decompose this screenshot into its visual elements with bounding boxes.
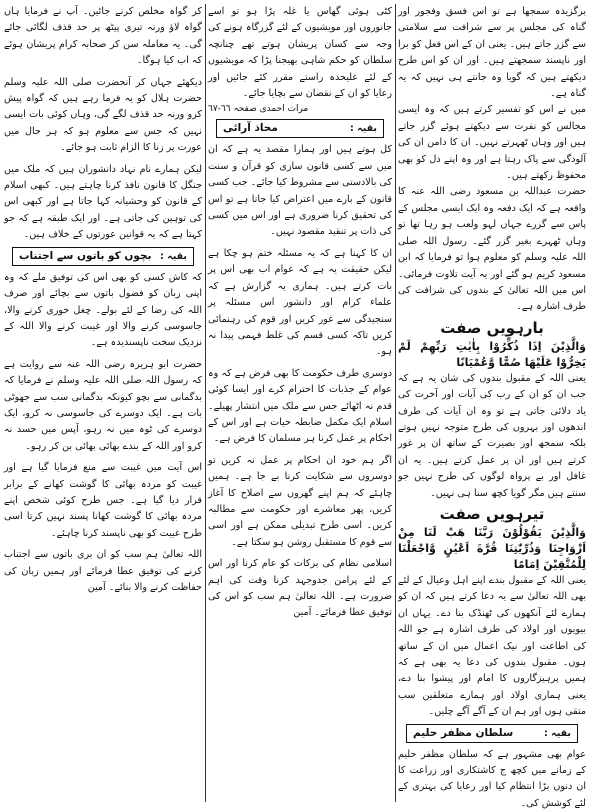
box-label: بقیہ :: [160, 250, 187, 262]
paragraph: یعنی اللہ کے مقبول بندے اپنے اہل وعیال کے لئے بھی اللہ تعالیٰ سے یہ دعا کرتے ہیں کہ ان کو ہمارے لئے آنکھوں کی ٹھنڈک بنا دے۔ یہاں ان بیویوں اور اولاد کی طرف اشارہ ہے جو اللہ کی اطاعت اور نیک اعمال میں ان کے ساتھ ہوں۔ مقبول بندوں کی دعا یہ بھی ہے کہ ہمیں پرہیزگاروں کا امام اور پیشوا بنا دے، یعنی ہماری اولاد اور ہمارے متعلقین سب متقی ہوں اور ہم ان کے آگے آگے چلیں۔: [398, 574, 586, 718]
column-divider-left: [205, 4, 206, 802]
paragraph: حضرت ابو ہریرہ رضی اللہ عنہ سے روایت ہے کہ رسول اللہ صلی اللہ علیہ وسلم نے فرمایا کہ بدگمانی سے بچو کیونکہ بدگمانی سب سے جھوٹی بات ہے۔ ایک دوسرے کی جاسوسی نہ کرو، ایک دوسرے کی ٹوہ میں نہ رہو، آپس میں حسد نہ کرو اور اللہ کے بندے بھائی بھائی بن کر رہو۔: [4, 358, 202, 452]
paragraph: اس آیت میں غیبت سے منع فرمایا گیا ہے اور غیبت کو مردہ بھائی کا گوشت کھانے کے برابر قرار دیا گیا ہے۔ جس طرح کوئی شخص اپنے مردہ بھائی کا گوشت کھانا پسند نہیں کرتا اسی طرح غیبت کو بھی ناپسند کرنا چاہئے۔: [4, 462, 202, 539]
paragraph: دوسری طرف حکومت کا بھی فرض ہے کہ وہ عوام کے جذبات کا احترام کرے اور ایسا کوئی قدم نہ اٹھائے جس سے ملک میں انتشار پھیلے۔ اسلام ایک مکمل ضابطہ حیات ہے اور اس کے احکام پر عمل کرنا ہر مسلمان کا فرض ہے۔: [208, 367, 392, 445]
box-title: محاذ آرائی: [223, 122, 278, 135]
column-middle: [208, 4, 392, 802]
box-title: سلطان مظفر حلیم: [413, 726, 514, 739]
paragraph: عوام بھی مشہور ہے کہ سلطان مظفر حلیم کے زمانے میں کچھ ج کاشتکاری اور زراعت کا ان دنوں بڑا انتظام کیا اور رعایا کی بہتری کے لئے کوشش کی۔: [398, 748, 586, 809]
column-right: [398, 4, 586, 809]
paragraph: یعنی اللہ کے مقبول بندوں کی شان یہ ہے کہ جب ان کو ان کے رب کی آیات اور آخرت کی یاد دلائی جاتی ہے تو وہ ان آیات کی طرف اندھوں اور بہروں کی طرح متوجہ نہیں ہوتے بلکہ سمجھ اور بصیرت کے ساتھ ان پر غور کرتے ہیں اور ان پر عمل کرتے ہیں۔ یہ ان غافل اور بے پرواہ لوگوں کی طرح نہیں جو سنتے ہیں مگر گویا کچھ سنا ہی نہیں۔: [398, 372, 586, 499]
paragraph: میں نے اس کو تفسیر کرتے ہیں کہ وہ ایسی مجالس کو نفرت سے دیکھتے ہوئے گزر جاتے ہیں اور وہاں ٹھہرتے نہیں۔ ان کا دامن ان کی آلودگی سے پاک رہتا ہے اور وہ اپنے دل کو بھی محفوظ رکھتے ہیں۔: [398, 104, 586, 182]
box-label: بقیہ :: [544, 727, 571, 739]
section-heading-12: بارہویں صفت: [440, 318, 544, 337]
paragraph: حضرت عبداللہ بن مسعود رضی اللہ عنہ کا واقعہ ہے کہ ایک دفعہ وہ ایک ایسی مجلس کے پاس سے گزرے جہاں لہو ولعب ہو رہا تھا تو وہاں ٹھہرے بغیر گزر گئے۔ رسول اللہ صلی اللہ علیہ وسلم کو معلوم ہوا تو فرمایا کہ ابن مسعود کریم ہو گئے اور یہ آیت تلاوت فرمائی۔ اس میں اللہ تعالیٰ کے بندوں کی شرافت کی طرف اشارہ ہے۔: [398, 186, 586, 313]
paragraph: کل ہوتے ہیں اور ہمارا مقصد یہ ہے کہ ان میں سے کسی قانون سازی کو قرآن و سنت کی بالادستی سے مشروط کیا جائے۔ جب کسی قانون کے بارے میں اعتراض کیا جاتا ہے تو اس کی تحقیق کرنا ضروری ہے اور اس میں کسی کی ذات پر تنقید مقصود نہیں۔: [208, 144, 392, 238]
continuation-box: [216, 119, 384, 138]
paragraph: اگر ہم خود ان احکام پر عمل نہ کریں تو دوسروں سے شکایت کرنا بے جا ہے۔ ہمیں چاہئے کہ ہم اپنے گھروں سے اصلاح کا آغاز کریں، پھر معاشرے اور حکومت سے مطالبہ کریں۔ اسی طرح تبدیلی ممکن ہے اور اسی سے قوم کا مستقبل روشن ہو سکتا ہے۔: [208, 454, 392, 548]
paragraph: دیکھئے جہاں کر آنحضرت صلی اللہ علیہ وسلم حضرت ہلال کو یہ فرما رہے ہیں کہ گواہ پیش کرو ورنہ حد قذف لگے گی، وہاں کوئی بات ایسی نہیں کہ جس سے معلوم ہو کہ ہر حال میں عورت پر زنا کا الزام ثابت ہو جائے۔: [4, 76, 202, 154]
paragraph: برگزیدہ سمجھا ہے تو اس فسق وفجور اور گناہ کی مجلس پر سے شرافت سے سلامتی سے گزر جاتے ہیں۔ یعنی ان کے اس فعل کو برا اور ناپسند سمجھتے ہیں۔ اور ان کو اس طرح دیکھتے ہیں کہ گویا وہ جانتے ہی نہیں کہ یہ گناہ ہے۔: [398, 6, 586, 100]
quran-verse: وَالَّذِيْنَ اِذَا ذُكِّرُوْا بِاٰيٰتِ رَبِّهِمْ لَمْ يَخِرُّوْا عَلَيْهَا صُمًّا وَّعُمْيَانًا: [398, 339, 586, 369]
paragraph: اللہ تعالیٰ ہم سب کو ان بری باتوں سے اجتناب کرنے کی توفیق عطا فرمائے اور ہمیں زبان کی حفاظت کرنے والا بنائے۔ آمین: [4, 549, 202, 593]
paragraph: کٹی ہوئی گھاس یا غلہ پڑا ہو تو اسے جانوروں اور مویشیوں کے لئے گزرگاہ ہونے کی وجہ سے کسان پریشان ہوتے تھے چنانچہ سلطان کو حکم شاہی بھیجنا پڑا کہ مویشیوں کے لئے علیحدہ راستے مقرر کئے جائیں اور رعایا کو ان کے نقصان سے بچایا جائے۔: [208, 6, 392, 100]
paragraph: اسلامی نظام کی برکات کو عام کرنا اور اس کے لئے پرامن جدوجہد کرنا وقت کی اہم ضرورت ہے۔ اللہ تعالیٰ ہم سب کو اس کی توفیق عطا فرمائے۔ آمین: [208, 558, 392, 619]
continuation-box: [12, 247, 194, 266]
quran-verse: وَالَّذِيْنَ يَقُوْلُوْنَ رَبَّنَا هَبْ لَنَا مِنْ اَزْوَاجِنَا وَذُرِّيّٰتِنَا قُرَّةَ اَعْيُنٍ وَّاجْعَلْنَا لِلْمُتَّقِيْنَ اِمَامًا: [398, 525, 586, 571]
continuation-box: [406, 724, 578, 743]
paragraph: کہ کاش کسی کو بھی اس کی توفیق ملے کہ وہ اپنی زبان کو فضول باتوں سے بچائے اور صرف اللہ کی رضا کے لئے بولے۔ چغل خوری کرنے والا، جاسوسی کرنے والا اور غیبت کرنے والا اللہ کے نزدیک سخت ناپسندیدہ ہے۔: [4, 271, 202, 349]
paragraph: لیکن ہمارے نام نہاد دانشوران ہیں کہ ملک میں جنگل کا قانون نافذ کرنا چاہتے ہیں۔ کبھی اسلام کے قانون کو وحشیانہ کہا جاتا ہے اور کبھی اس کی توہین کی جاتی ہے۔ اور ایک طبقہ ہے کہ جو کہتا ہے کہ یہ قوانین عورتوں کے خلاف ہیں۔: [4, 163, 202, 241]
paragraph: کر گواہ مخلص کرنے جائیں۔ آپ نے فرمایا ہاں گواہ لاؤ ورنہ تیری پیٹھ پر حد قذف لگائی جائے گی۔ یہ معاملہ سن کر صحابہ کرام پریشان ہوئے کہ اب کیا ہوگا۔: [4, 6, 202, 67]
source-reference: مرات احمدی صفحہ ٦٦-٦٧: [208, 104, 309, 115]
box-label: بقیہ :: [350, 123, 377, 135]
box-title: بچوں کو باتوں سے اجتناب: [19, 249, 152, 262]
column-divider-right: [395, 4, 396, 802]
paragraph: ان کا کہنا ہے کہ یہ مسئلہ ختم ہو چکا ہے لیکن حقیقت یہ ہے کہ عوام اب بھی اس پر بات کرتے ہیں۔ ہماری یہ گزارش ہے کہ علماء کرام اور دانشور اس مسئلہ پر سنجیدگی سے غور کریں اور قوم کی رہنمائی کریں تاکہ کسی قسم کی غلط فہمی پیدا نہ ہو۔: [208, 247, 392, 358]
section-heading-13: تیرہویں صفت: [439, 504, 545, 523]
column-left: [4, 4, 202, 802]
